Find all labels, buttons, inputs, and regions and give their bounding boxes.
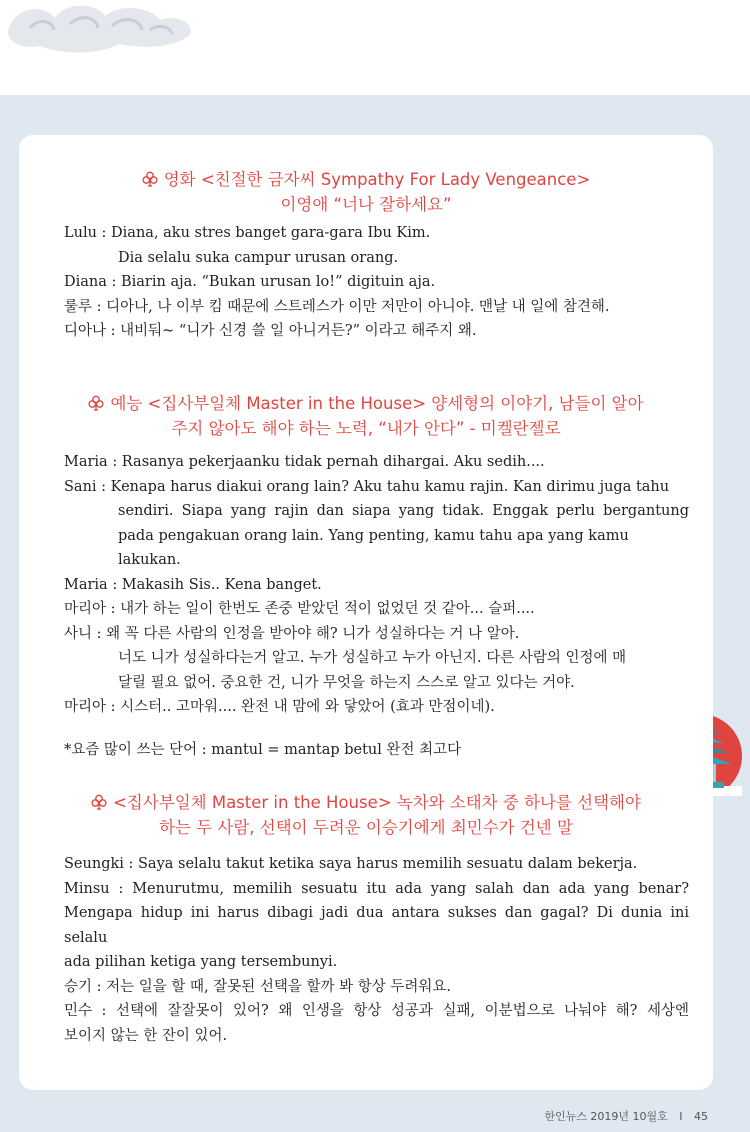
top-band — [0, 0, 750, 95]
club-icon — [91, 794, 107, 810]
dialog-line: pada pengakuan orang lain. Yang penting, kamu tahu apa yang kamu lakukan. — [118, 527, 629, 568]
page-footer — [544, 1108, 708, 1124]
dialog-line: Minsu : Menurutmu, memilih sesuatu itu ada yang salah dan ada yang benar? — [64, 880, 689, 897]
issue-label: 한인뉴스 2019년 10월호 — [544, 1110, 668, 1123]
heading-line-1: 영화 <친절한 금자씨 Sympathy For Lady Vengeance> — [163, 170, 591, 189]
dialog-line: 마리아 : 시스터.. 고마워.... 완전 내 맘에 와 닿았어 (효과 만점이네). — [64, 699, 495, 715]
dialog-line: 달릴 필요 없어. 중요한 건, 니가 무엇을 하는지 스스로 알고 있다는 거야. — [118, 674, 575, 691]
dialog-line: 룰루 : 디아나, 나 이부 킴 때문에 스트레스가 이만 저만이 아니야. 맨날 내 일에 참견해. — [64, 298, 610, 315]
heading-line-2: 주지 않아도 해야 하는 노력, “내가 안다” - 미켈란젤로 — [171, 419, 561, 438]
dialog-variety — [64, 450, 689, 762]
content-card — [19, 135, 713, 1090]
heading-line-1: <집사부일체 Master in the House> 녹차와 소태차 중 하나를 선택해야 — [113, 793, 641, 812]
page-number: 45 — [694, 1110, 708, 1123]
heading-line-2: 하는 두 사람, 선택이 두려운 이승기에게 최민수가 건넨 말 — [159, 818, 573, 837]
dialog-line: ada pilihan ketiga yang tersembunyi. — [64, 954, 338, 970]
section-master — [19, 790, 713, 840]
section-variety — [19, 391, 713, 441]
footer-separator: I — [679, 1110, 683, 1123]
dialog-line: Seungki : Saya selalu takut ketika saya harus memilih sesuatu dalam bekerja. — [64, 856, 638, 872]
dialog-film — [64, 221, 689, 344]
dialog-line: 민수 : 선택에 잘잘못이 있어? 왜 인생을 항상 성공과 실패, 이분법으로 나눠야 해? 세상엔 — [64, 1003, 689, 1019]
club-icon — [88, 395, 104, 411]
dialog-line: Mengapa hidup ini harus dibagi jadi dua antara sukses dan gagal? Di dunia ini selalu — [64, 905, 689, 946]
dialog-line: Diana : Biarin aja. “Bukan urusan lo!” digituin aja. — [64, 274, 436, 290]
dialog-line: 보이지 않는 한 잔이 있어. — [64, 1027, 228, 1044]
dialog-line: 마리아 : 내가 하는 일이 한번도 존중 받았던 적이 없었던 것 같아... 슬퍼.... — [64, 601, 535, 617]
vocabulary-note: *요즘 많이 쓰는 단어 : mantul = mantap betul 완전 최고다 — [64, 741, 462, 758]
dialog-line: 너도 니가 성실하다는거 알고. 누가 성실하고 누가 아닌지. 다른 사람의 인정에 매 — [118, 650, 627, 666]
dialog-line: Maria : Rasanya pekerjaanku tidak pernah dihargai. Aku sedih.... — [64, 454, 545, 470]
section-heading — [19, 790, 713, 815]
dialog-master — [64, 852, 689, 1048]
dialog-line: 사니 : 왜 꼭 다른 사람의 인정을 받아야 해? 니가 성실하다는 거 나 알아. — [64, 625, 520, 642]
dialog-line: 디아나 : 내비둬~ “니가 신경 쓸 일 아니거든?” 이라고 해주지 왜. — [64, 323, 477, 339]
dialog-line: Sani : Kenapa harus diakui orang lain? Aku tahu kamu rajin. Kan dirimu juga tahu — [64, 478, 670, 495]
dialog-line: 승기 : 저는 일을 할 때, 잘못된 선택을 할까 봐 항상 두려워요. — [64, 978, 451, 995]
dialog-line: Dia selalu suka campur urusan orang. — [118, 249, 399, 266]
dialog-line: Lulu : Diana, aku stres banget gara-gara Ibu Kim. — [64, 225, 431, 241]
club-icon — [142, 171, 158, 187]
section-heading — [19, 391, 713, 416]
heading-line-2: 이영애 “너나 잘하세요” — [280, 195, 452, 214]
section-heading — [19, 167, 713, 192]
section-film — [19, 167, 713, 217]
dialog-line: sendiri. Siapa yang rajin dan siapa yang tidak. Enggak perlu bergantung — [118, 503, 689, 519]
heading-line-1: 예능 <집사부일체 Master in the House> 양세형의 이야기, 남들이 알아 — [110, 394, 644, 413]
dialog-line: Maria : Makasih Sis.. Kena banget. — [64, 576, 322, 593]
cloud-pattern-icon — [0, 0, 200, 60]
